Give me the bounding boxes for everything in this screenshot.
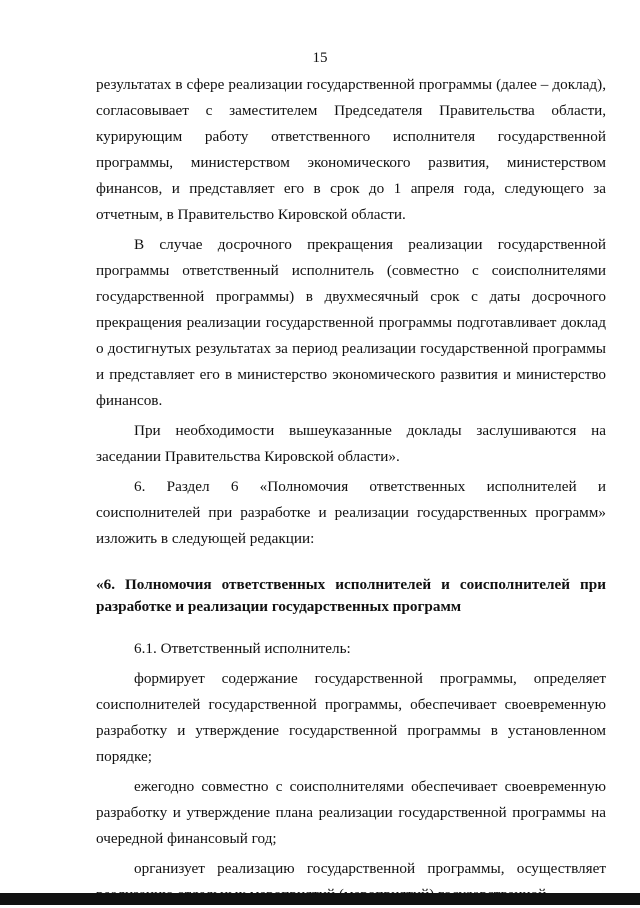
list-item: организует реализацию государственной программы, осуществляет xyxy=(134,860,606,877)
list-item: ежегодно совместно с соисполнителями обеспечивает своевременную разработку и утверждение плана реализации государственной программы на очередной финансовый год; xyxy=(96,778,606,847)
paragraph-early-termination: В случае досрочного прекращения реализации государственной программы ответственный исполнитель (совместно с соисполнителями государственной программы) в двухмесячный срок с даты досрочного прекращения реализации государственной программы подготавливает доклад о достигнутых результатах за период реализации государственной программы и представляет его в министерство экономического развития и министерство финансов. xyxy=(96,236,606,409)
list-item: формирует содержание государственной программы, определяет соисполнителей государственной программы, обеспечивает своевременную разработку и утверждение государственной программы в установленном порядке; xyxy=(96,670,606,765)
scan-bottom-edge xyxy=(0,893,640,905)
section-heading: «6. Полномочия ответственных исполнителей и соисполнителей при разработке и реализации государственных программ xyxy=(96,576,606,615)
page-number: 15 xyxy=(312,50,328,66)
document-body xyxy=(96,72,606,908)
subsection-title: 6.1. Ответственный исполнитель: xyxy=(134,640,351,657)
paragraph-section-6-amendment: 6. Раздел 6 «Полномочия ответственных исполнителей и соисполнителей при разработке и реализации государственных программ» изложить в следующей редакции: xyxy=(96,478,606,547)
paragraph-continuation: результатах в сфере реализации государственной программы (далее – доклад), согласовывает с заместителем Председателя Правительства области, курирующим работу ответственного исполнителя государственной программы, министерством экономического развития, министерством финансов, и представляет его в срок до 1 апреля года, следующего за отчетным, в Правительство Кировской области. xyxy=(96,76,606,223)
paragraph-reports-hearing: При необходимости вышеуказанные доклады заслушиваются на заседании Правительства Кировской области». xyxy=(96,422,606,465)
